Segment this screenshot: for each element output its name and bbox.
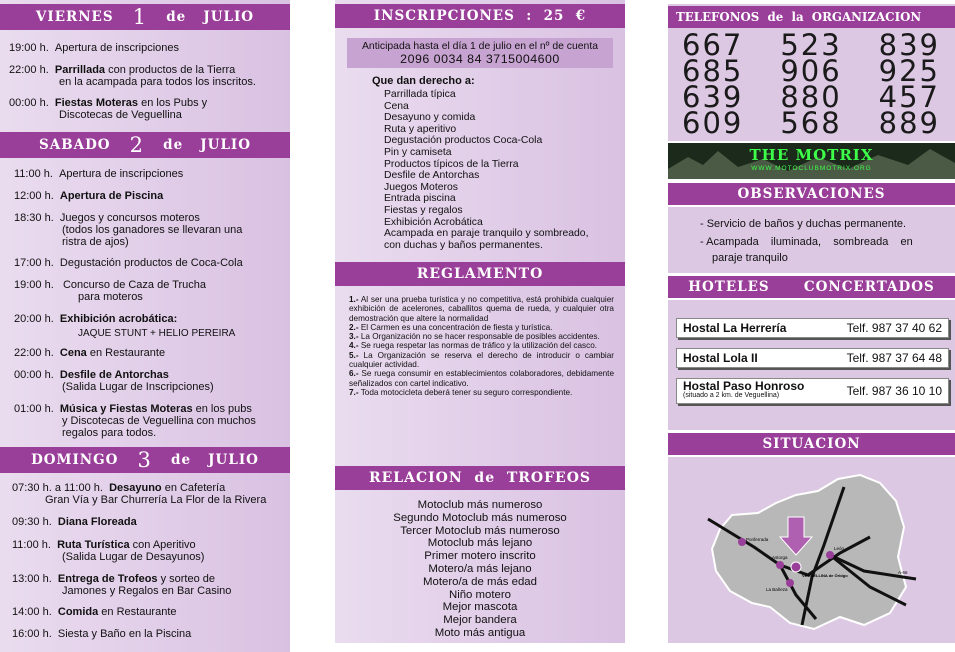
day-number: 2 [129, 133, 145, 157]
rights-item: Pin y camiseta [384, 146, 452, 158]
rights-item: Cena [384, 100, 409, 112]
event-time: 12:00 h. [14, 190, 54, 202]
trophy-item: Mejor bandera [443, 614, 517, 627]
rule-item [349, 323, 614, 332]
event-text: Apertura de inscripciones [54, 42, 180, 54]
rights-item: Fiestas y regalos [384, 204, 463, 216]
rule-text: Al ser una prueba turística y no competitiva, está prohibida cualquier exhibición de acelerones, caballitos quema de rueda, y cualquier otra demostración que altere la normalidad [349, 295, 614, 323]
event-line3: ristra de ajos) [62, 236, 129, 248]
hotel-note: (situado a 2 km. de Veguellina) [683, 392, 780, 399]
event-row [14, 190, 284, 202]
trophy-item: Primer motero inscrito [424, 550, 536, 563]
hotel-name: Hostal Lola II [683, 351, 758, 365]
event-row [14, 257, 284, 269]
motrix-banner [668, 143, 955, 179]
rule-number: 2.- [349, 322, 359, 332]
event-bold: Desfile de Antorchas [59, 369, 169, 381]
map-label: Ponferrada [746, 537, 769, 542]
hotel-name: Hostal Paso Honroso [683, 379, 805, 393]
event-text: en los pubs [192, 403, 252, 415]
event-row [12, 539, 284, 563]
map-label: A-66 [898, 570, 908, 575]
event-bold: Comida [57, 606, 99, 618]
event-line2: en la acampada para todos los inscritos. [59, 76, 256, 88]
phone-digits: 889 [878, 106, 940, 140]
day-label: VIERNES [35, 9, 114, 25]
event-time: 01:00 h. [14, 403, 54, 415]
event-line3: regalos para todos. [62, 427, 157, 439]
rule-item [349, 332, 614, 341]
event-text: en Restaurante [86, 347, 166, 359]
rights-item: Ruta y aperitivo [384, 123, 457, 135]
event-row [12, 516, 284, 528]
event-row [14, 347, 284, 359]
header-sabado [0, 132, 290, 158]
de-label: de [163, 137, 184, 153]
header-trofeos: RELACION de TROFEOS [335, 466, 625, 490]
header-viernes [0, 4, 290, 30]
hotel-name: Hostal La Herrería [683, 321, 787, 335]
event-time: 19:00 h. [9, 42, 49, 54]
event-line2: (Salida Lugar de Desayunos) [62, 551, 205, 563]
phone-digits: 609 [682, 106, 744, 140]
header-hoteles: HOTELES CONCERTADOS [668, 276, 955, 298]
panel-inscripciones [335, 0, 625, 643]
event-row [9, 42, 284, 54]
header-observaciones: OBSERVACIONES [668, 183, 955, 205]
event-text: Apertura de inscripciones [59, 168, 184, 180]
event-time: 22:00 h. [9, 64, 49, 76]
banner-url: WWW.MOTOCLUBMOTRIX.ORG [751, 165, 872, 172]
event-bold: Entrega de Trofeos [57, 573, 158, 585]
rights-item: Acampada en paraje tranquilo y sombreado, [384, 228, 589, 240]
phone-digits: 639 [682, 80, 744, 114]
rights-item: Juegos Moteros [384, 181, 458, 193]
rule-text: Se ruega consumir en establecimientos colaboradores, debidamente señalizados con cartel indicativo. [349, 369, 614, 388]
day-label: SABADO [38, 137, 111, 153]
map-label: La Bañeza [766, 587, 788, 592]
event-time: 11:00 h. [12, 539, 51, 551]
observacion-item: paraje tranquilo [712, 252, 788, 264]
rights-item: Degustación productos Coca-Cola [384, 135, 543, 147]
trophy-item: Tercer Motoclub más numeroso [400, 524, 560, 537]
event-row [12, 573, 284, 597]
account-number: 2096 0034 84 3715004600 [400, 52, 560, 66]
rights-item: Parrillada típica [384, 89, 456, 100]
event-bold: Parrillada [54, 64, 106, 76]
event-bold: Desayuno [109, 482, 162, 494]
trophy-item: Motoclub más lejano [427, 537, 533, 550]
rule-item [349, 369, 614, 388]
trophy-item: Niño motero [448, 588, 512, 601]
observacion-item: - Acampada iluminada, sombreada en [700, 236, 913, 248]
event-text: en los Pubs y [138, 97, 208, 109]
account-note: Anticipada hasta el día 1 de julio en el nº de cuenta [361, 41, 599, 52]
event-row [14, 313, 284, 340]
event-line2: (todos los ganadores se llevaran una [62, 224, 243, 236]
event-line2: y Discotecas de Veguellina con muchos [62, 415, 256, 427]
observacion-item: - Servicio de baños y duchas permanente. [700, 218, 907, 230]
event-bold: Apertura de Piscina [59, 190, 164, 202]
rule-item [349, 388, 614, 397]
event-text: con Aperitivo [129, 539, 196, 551]
hotel-paso-honroso [676, 378, 949, 404]
event-time: 16:00 h. [12, 628, 52, 640]
event-line2: para moteros [78, 291, 143, 303]
event-time: 18:30 h. [14, 212, 54, 224]
event-text: en Cafetería [161, 482, 226, 494]
rule-number: 5.- [349, 350, 359, 360]
phone-row [682, 106, 940, 140]
event-line2: JAQUE STUNT + HELIO PEREIRA [78, 328, 236, 339]
event-row [12, 606, 284, 618]
header-reglamento: REGLAMENTO [335, 262, 625, 286]
hotel-lola [676, 348, 949, 368]
event-text: Juegos y concursos moteros [59, 212, 200, 224]
phone-digits: 568 [780, 106, 842, 140]
phone-digits: 906 [780, 54, 842, 88]
event-line2: Gran Vía y Bar Churrería La Flor de la Rivera [45, 494, 267, 506]
phone-digits: 457 [878, 80, 940, 114]
event-time: 19:00 h. [14, 279, 54, 291]
month-label: JULIO [200, 137, 252, 153]
rules-list [349, 295, 614, 397]
rule-text: La Organización no se hacer responsable de posibles accidentes. [358, 332, 600, 342]
event-bold: Fiestas Moteras [54, 97, 139, 109]
map-label: Astorga [772, 555, 788, 560]
header-domingo [0, 447, 290, 473]
rule-number: 1.- [349, 295, 359, 304]
event-time: 00:00 h. [14, 369, 54, 381]
event-bold: Ruta Turística [57, 539, 130, 551]
rule-number: 3.- [349, 332, 359, 342]
header-telefonos: TELEFONOS de la ORGANIZACION [668, 6, 955, 28]
rule-number: 6.- [349, 369, 359, 379]
rule-number: 4.- [349, 341, 359, 351]
event-row [14, 168, 284, 180]
event-row [9, 64, 284, 88]
trophy-list [335, 499, 625, 640]
event-time: 13:00 h. [12, 573, 52, 585]
event-row [9, 97, 284, 121]
event-time: 22:00 h. [14, 347, 54, 359]
rights-item: Entrada piscina [384, 193, 456, 205]
event-row [12, 628, 284, 640]
hotel-phone: Telf. 987 36 10 10 [846, 384, 942, 398]
phone-digits: 839 [878, 28, 940, 62]
event-text: Siesta y Baño en la Piscina [57, 628, 192, 640]
trophy-item: Mejor mascota [442, 601, 518, 614]
map-label: VEGUELLINA de Órbigo [802, 573, 848, 578]
event-line2: (Salida Lugar de Inscripciones) [62, 381, 214, 393]
trophy-item: Motero/a más lejano [428, 562, 532, 575]
event-row [14, 279, 284, 303]
panel-programa [0, 0, 290, 652]
rights-title: Que dan derecho a: [372, 75, 475, 87]
event-time: 20:00 h. [14, 313, 54, 325]
rule-text: Toda motocicleta deberá tener su seguro correspondiente. [358, 387, 573, 397]
event-row [14, 212, 284, 248]
rule-number: 7.- [349, 387, 359, 397]
event-line2: Discotecas de Veguellina [59, 109, 182, 121]
event-time: 07:30 h. a 11:00 h. [12, 482, 103, 494]
rule-text: Se ruega respetar las normas de tráfico y la utilización del casco. [358, 341, 598, 351]
rights-item: Productos típicos de la Tierra [384, 158, 519, 170]
event-time: 09:30 h. [12, 516, 52, 528]
event-time: 17:00 h. [14, 257, 54, 269]
rights-item: Desfile de Antorchas [384, 170, 480, 182]
trophy-item: Moto más antigua [434, 626, 526, 639]
rights-item: Exhibición Acrobática [384, 216, 483, 228]
event-bold: Diana Floreada [57, 516, 137, 528]
phone-digits: 685 [682, 54, 744, 88]
hotel-phone: Telf. 987 37 40 62 [846, 321, 942, 335]
account-box [347, 38, 613, 68]
day-label: DOMINGO [31, 452, 119, 468]
rights-item: con duchas y baños permanentes. [384, 239, 543, 251]
rights-list [384, 89, 588, 251]
header-inscripciones: INSCRIPCIONES : 25 € [335, 4, 625, 28]
event-row [14, 403, 284, 439]
rule-item [349, 341, 614, 350]
event-text: y sorteo de [157, 573, 216, 585]
banner-title: THE MOTRIX [749, 146, 874, 164]
event-line2: Jamones y Regalos en Bar Casino [62, 585, 232, 597]
event-bold: Música y Fiestas Moteras [59, 403, 193, 415]
phone-digits: 925 [878, 54, 940, 88]
panel-info [668, 0, 955, 652]
phone-digits: 880 [780, 80, 842, 114]
day-number: 3 [137, 448, 152, 472]
event-time: 11:00 h. [14, 168, 53, 180]
map-label: León [834, 546, 845, 551]
event-bold: Cena [59, 347, 87, 359]
month-label: JULIO [208, 452, 259, 468]
trophy-item: Motero/a de más edad [423, 575, 537, 588]
event-text: Degustación productos de Coca-Cola [59, 257, 243, 269]
phone-digits: 523 [780, 28, 842, 62]
day-number: 1 [132, 5, 148, 29]
rule-text: El Carmen es una concentración de fiesta y turística. [358, 322, 553, 332]
event-text: en Restaurante [98, 606, 177, 618]
rights-item: Desayuno y comida [384, 112, 476, 124]
event-time: 00:00 h. [9, 97, 49, 109]
event-bold: Exhibición acrobática: [59, 313, 178, 325]
rule-item [349, 295, 614, 323]
month-label: JULIO [203, 9, 255, 25]
rule-text: La Organización se reserva el derecho de introducir o cambiar cualquier actividad. [349, 350, 614, 370]
event-row [12, 482, 284, 506]
de-label: de [171, 452, 192, 468]
de-label: de [166, 9, 187, 25]
event-text: con productos de la Tierra [105, 64, 236, 76]
map-icon [668, 457, 955, 643]
header-situacion: SITUACION [668, 433, 955, 455]
trophy-item: Motoclub más numeroso [417, 499, 543, 511]
rule-item [349, 351, 614, 370]
hotel-phone: Telf. 987 37 64 48 [846, 351, 942, 365]
trophy-item: Segundo Motoclub más numeroso [393, 511, 567, 524]
event-text: Concurso de Caza de Trucha [62, 279, 207, 291]
phone-digits: 667 [682, 28, 744, 62]
event-time: 14:00 h. [12, 606, 52, 618]
event-row [14, 369, 284, 393]
hotel-herreria [676, 318, 949, 338]
